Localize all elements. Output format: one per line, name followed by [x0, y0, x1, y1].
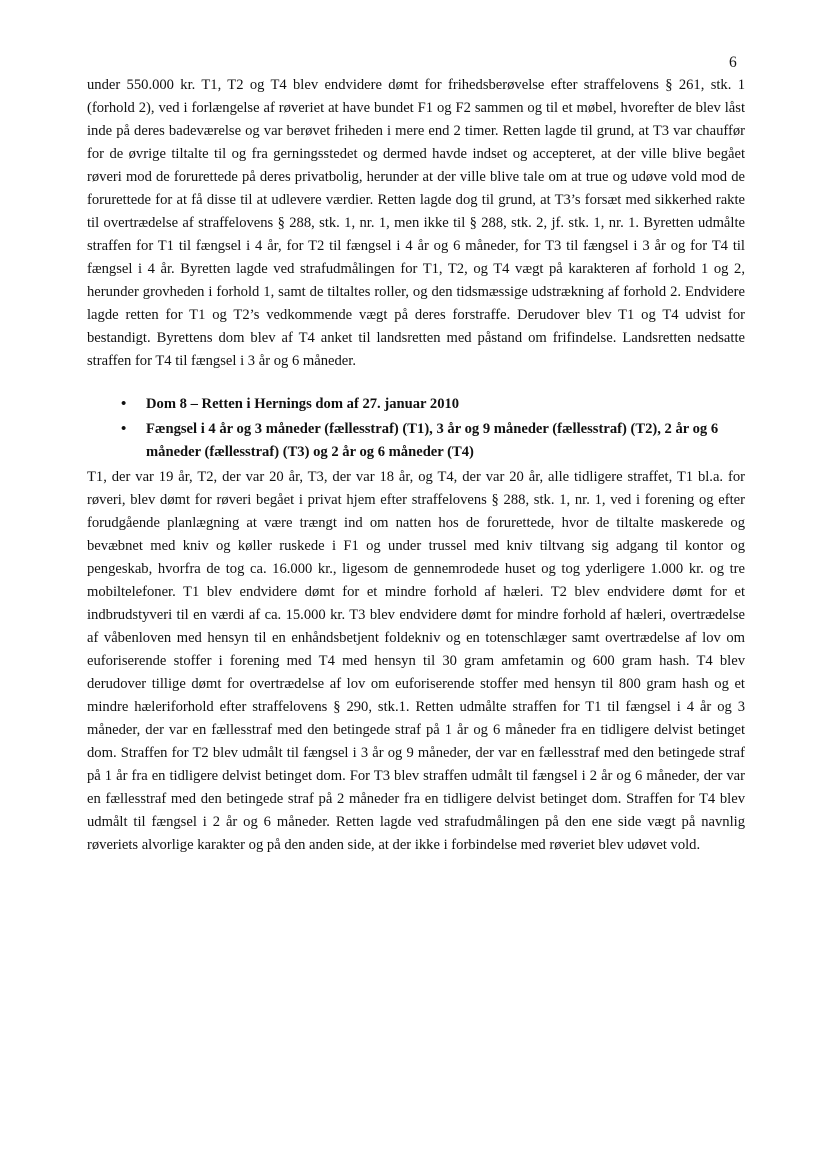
paragraph-case-continuation: under 550.000 kr. T1, T2 og T4 blev endvidere dømt for frihedsberøvelse efter straffelovens § 261, stk. 1 (forhold 2), ved i forlængelse af røveriet at have bundet F1 og F2 sammen og til et møbel, hvorefter de blev låst inde på deres badeværelse og var berøvet friheden i mere end 2 timer. Retten lagde til grund, at T3 var chauffør for de øvrige tiltalte til og fra gerningsstedet og dermed havde indset og accepteret, at der ville blive begået røveri mod de forurettede på deres privatbolig, herunder at der ville blive tale om at true og udøve vold mod de forurettede for at få disse til at udlevere værdier. Retten lagde dog til grund, at T3’s forsæt med sikkerhed rakte til overtrædelse af straffelovens § 288, stk. 1, nr. 1, men ikke til § 288, stk. 2, jf. stk. 1, nr. 1. Byretten udmålte straffen for T1 til fængsel i 4 år, for T2 til fængsel i 4 år og 6 måneder, for T3 til fængsel i 3 år og for T4 til fængsel i 4 år. Byretten lagde ved strafudmålingen for T1, T2, og T4 vægt på karakteren af forhold 1 og 2, herunder grovheden i forhold 1, samt de tiltaltes roller, og den tidsmæssige udstrækning af forhold 2. Endvidere lagde retten for T1 og T2’s vedkommende vægt på deres forstraffe. Derudover blev T1 og T4 udvist for bestandigt. Byrettens dom blev af T4 anket til landsretten med påstand om frifindelse. Landsretten nedsatte straffen for T4 til fængsel i 3 år og 6 måneder.: [87, 77, 745, 369]
list-item-case-title: [87, 393, 745, 416]
list-item-sentences: [87, 418, 745, 464]
case-summary-list: [87, 393, 745, 464]
bullet-icon: •: [121, 396, 127, 412]
paragraph-case-8-details: T1, der var 19 år, T2, der var 20 år, T3, der var 18 år, og T4, der var 20 år, alle tidligere straffet, T1 bl.a. for røveri, blev dømt for røveri begået i privat hjem efter straffelovens § 288, stk. 1, nr. 1, ved i forening og efter forudgående planlægning at være trængt ind om natten hos de forurettede, hvor de tiltalte maskerede og bevæbnet med kniv og køller ruskede i F1 og under trussel med kniv tiltvang sig adgang til kontor og pengeskab, hvorfra de tog ca. 16.000 kr., ligesom de gennemrodede huset og tog yderligere 1.000 kr. og tre mobiltelefoner. T1 blev endvidere dømt for et mindre forhold af hæleri. T2 blev endvidere dømt for et indbrudstyveri til en værdi af ca. 15.000 kr. T3 blev endvidere dømt for mindre forhold af hæleri, overtrædelse af våbenloven med hensyn til en enhåndsbetjent foldekniv og en totenschlæger samt overtrædelse af lov om euforiserende stoffer i forening med T4 med hensyn til 30 gram amfetamin og 600 gram hash. T4 blev derudover tillige dømt for overtrædelse af lov om euforiserende stoffer med hensyn til 800 gram hash og et mindre hæleriforhold efter straffelovens § 290, stk.1. Retten udmålte straffen for T1 til fængsel i 4 år og 3 måneder, der var en fællesstraf med den betingede straf på 1 år og 6 måneder fra en tidligere delvist betinget dom. Straffen for T2 blev udmålt til fængsel i 3 år og 9 måneder, der var en fællesstraf med den betingede straf på 1 år fra en tidligere delvist betinget dom. For T3 blev straffen udmålt til fængsel i 2 år og 6 måneder, der var en fællesstraf med den betingede straf på 2 måneder fra en tidligere delvist betinget dom. Straffen for T4 blev udmålt til fængsel i 2 år og 6 måneder. Retten lagde ved strafudmålingen på den ene side vægt på navnlig røveriets alvorlige karakter og på den anden side, at der ikke i forbindelse med røveriet blev udøvet vold.: [87, 469, 745, 853]
case-title: Dom 8 – Retten i Hernings dom af 27. januar 2010: [146, 396, 460, 412]
bullet-icon: •: [121, 421, 127, 437]
document-body: [87, 74, 745, 857]
page-number: 6: [729, 54, 737, 71]
case-sentences: Fængsel i 4 år og 3 måneder (fællesstraf) (T1), 3 år og 9 måneder (fællesstraf) (T2), 2 år og 6 måneder (fællesstraf) (T3) og 2 år og 6 måneder (T4): [146, 421, 719, 460]
